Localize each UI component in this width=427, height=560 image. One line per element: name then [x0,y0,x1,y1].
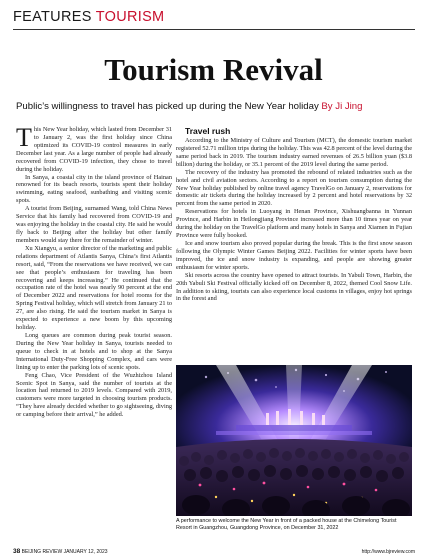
body-paragraph: Feng Chao, Vice President of the Wuzhizhou Island Scenic Spot in Sanya, said the number of tourists at the location had returned to 2019 levels. Compared with 2019, customers were more targeted in choosing tourism products. “They have already decided whether to go sightseeing, diving or camping before their arrival,” he added. [16,371,172,419]
body-paragraph: Long queues are common during peak tourist season. During the New Year holiday in Sanya, tourists needed to queue to check in at hotels and to shop at the Sanya International Duty-Free Shopping Complex, and cars were lining up to enter the parking lots of scenic spots. [16,331,172,371]
stage-performance-image [176,365,412,516]
deck-text: Public’s willingness to travel has picked up during the New Year holiday [16,101,322,112]
body-paragraph: Xu Xiangyu, a senior director of the marketing and public relations department of Atlantis Sanya, China’s first Atlantis resort, said, “From the reservations we have received, we can see that people’s enthusiasm for traveling has been recovering and keeps increasing.” He continued that the occupation rate of the hotel was nearly 90 percent at the end of December 2022 and reservations for hotel rooms for the Spring Festival holiday, which will stretch from January 21 to 27, are also rising. He said the tourism market in Sanya is expected to experience a new boom by this upcoming holiday. [16,244,172,332]
body-paragraph: This New Year holiday, which lasted from December 31 to January 2, was the first holiday since China optimized its COVID-19 control measures in early December last year. As a large number of people had already recovered from COVID-19 infection, they chose to travel during the holiday. [16,123,172,173]
body-paragraph: Reservations for hotels in Luoyang in Henan Province, Xishuangbanna in Yunnan Province, and Harbin in Heilongjiang Province increased more than 10 times year on year during the holiday on the TravelGo platform and many hotels in Sanya and Xiamen in Fujian Province were fully booked. [176,208,412,240]
header-rule [13,29,415,30]
body-paragraph: According to the Ministry of Culture and Tourism (MCT), the domestic tourism market registered 52.71 million trips during the holiday. This was 42.8 percent of the level during the same period back in 2019. The tourism industry earned revenues of 26.5 billion yuan ($3.8 billion) during the holiday, or 35.1 percent of the 2019 level during the same period. [176,137,412,168]
subhead: Travel rush [185,126,231,136]
right-column [176,126,412,303]
publication-info: BEIJING REVIEW JANUARY 12, 2023 [20,549,108,555]
body-paragraph: Ice and snow tourism also proved popular during the break. This is the first snow season following the Olympic Winter Games Beijing 2022. Facilities for winter sports have been improved, the ice and snow industry is expanding, and people are showing greater enthusiasm for winter sports. [176,239,412,271]
left-column [16,123,172,419]
body-paragraph: In Sanya, a coastal city in the island province of Hainan renowned for its beach resorts, tourists spent their holiday swimming, eating seafood, sunbathing and visiting scenic spots. [16,173,172,205]
page-number: 38 [13,548,21,555]
body-paragraph: Ski resorts across the country have opened to attract tourists. In Yabuli Town, Harbin, the 20th Yabuli Ski Festival officially kicked off on December 8, 2022, themed Cool Snow Life. In addition to skiing, tourists can also experience local customs in villages, enjoy hot springs in the forest and [176,271,412,303]
photo-caption: A performance to welcome the New Year in front of a packed house at the Chimelong Tourist Resort in Guangzhou, Guangdong Province, on December 31, 2022 [176,518,397,531]
section-header [13,9,415,25]
article-photo [176,365,412,516]
drop-cap: T [16,123,32,152]
website-url: http://www.bjreview.com [361,549,415,555]
byline: By Ji Jing [321,101,363,112]
body-paragraph: The recovery of the industry has promoted the rebound of related industries such as the hotel and civil aviation sectors. According to a report on tourism consumption during the New Year holiday published by online travel agency TravelGo on January 2, reservations for domestic air tickets during the holiday increased by 2 percent and hotel reservations by 32 percent from the same period in 2020. [176,168,412,208]
body-paragraph: A tourist from Beijing, surnamed Wang, told China News Service that his family had recovered from COVID-19 and was enjoying the holiday in the coastal city. He said he would fly back to Beijing after the holiday but other family members would stay there for the remainder of winter. [16,205,172,244]
section-category: TOURISM [95,9,165,25]
article-deck [16,101,412,113]
section-label: FEATURES [13,9,96,25]
page-footer [13,548,415,556]
article-headline: Tourism Revival [104,52,323,87]
